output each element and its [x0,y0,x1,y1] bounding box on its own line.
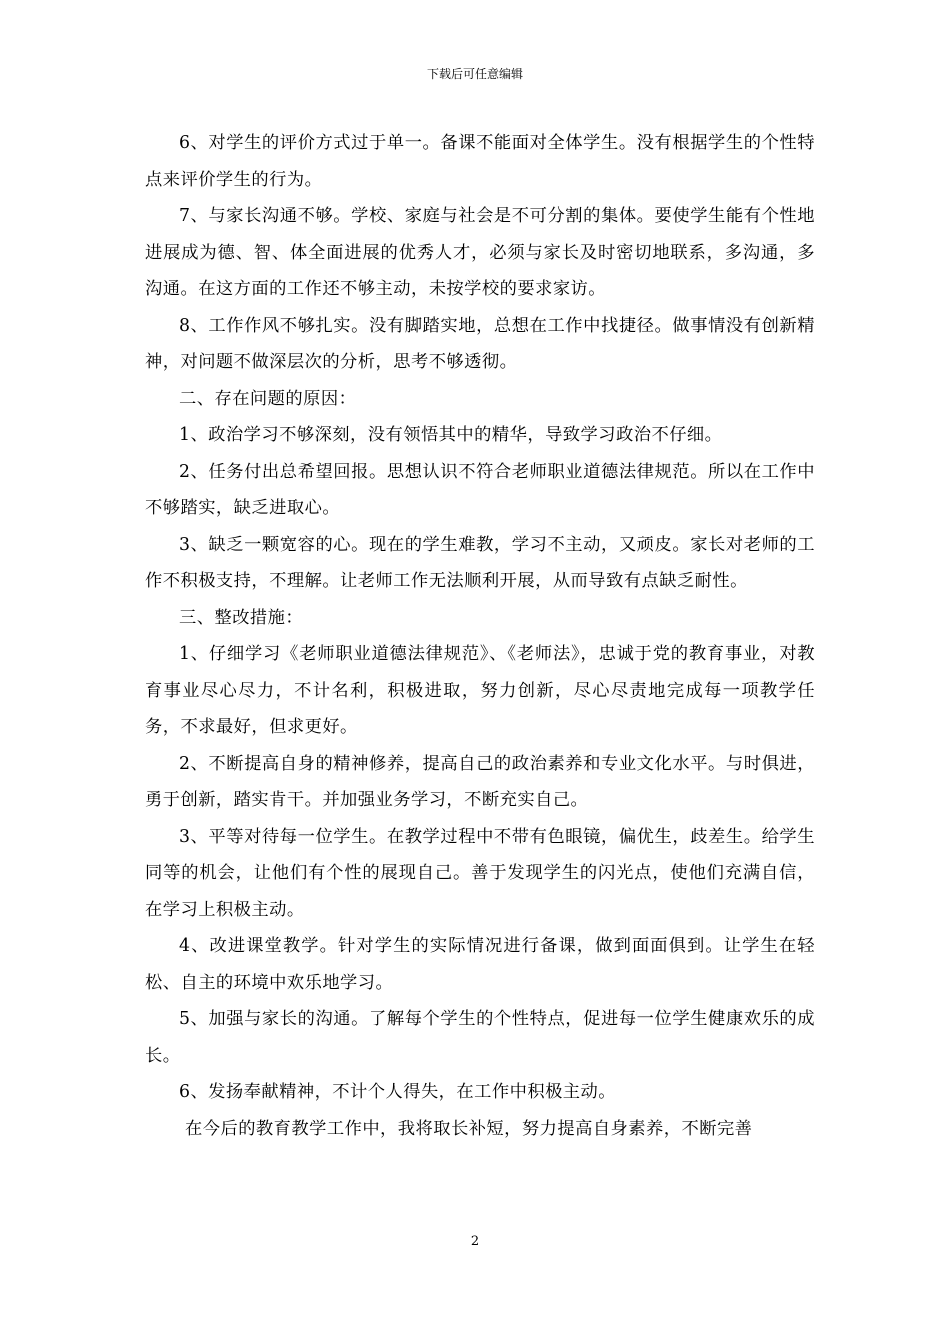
paragraph: 2、不断提高自身的精神修养，提高自己的政治素养和专业文化水平。与时俱进，勇于创新，踏实肯干。并加强业务学习，不断充实自己。 [145,753,815,810]
section-heading: 二、存在问题的原因： [179,388,357,409]
document-body [145,125,815,1147]
paragraph: 3、缺乏一颗宽容的心。现在的学生难教，学习不主动，又顽皮。家长对老师的工作不积极支持，不理解。让老师工作无法顺利开展，从而导致有点缺乏耐性。 [145,534,815,591]
paragraph: 6、对学生的评价方式过于单一。备课不能面对全体学生。没有根据学生的个性特点来评价学生的行为。 [145,133,815,190]
page-number: 2 [470,1234,480,1249]
page-header: 下载后可任意编辑 [426,67,523,81]
section-heading: 三、整改措施： [179,607,304,628]
paragraph: 3、平等对待每一位学生。在教学过程中不带有色眼镜，偏优生，歧差生。给学生同等的机会，让他们有个性的展现自己。善于发现学生的闪光点，使他们充满自信，在学习上积极主动。 [145,826,815,920]
paragraph: 4、改进课堂教学。针对学生的实际情况进行备课，做到面面俱到。让学生在轻松、自主的环境中欢乐地学习。 [145,936,815,993]
paragraph: 7、与家长沟通不够。学校、家庭与社会是不可分割的集体。要使学生能有个性地进展成为德、智、体全面进展的优秀人才，必须与家长及时密切地联系，多沟通，多沟通。在这方面的工作还不够主动，未按学校的要求家访。 [145,206,815,299]
paragraph: 在今后的教育教学工作中，我将取长补短，努力提高自身素养，不断完善 [185,1118,753,1139]
paragraph: 2、任务付出总希望回报。思想认识不符合老师职业道德法律规范。所以在工作中不够踏实，缺乏进取心。 [145,461,815,518]
paragraph: 1、仔细学习《老师职业道德法律规范》、《老师法》，忠诚于党的教育事业，对教育事业尽心尽力，不计名利，积极进取，努力创新，尽心尽责地完成每一项教学任务，不求最好，但求更好。 [145,644,815,737]
paragraph: 1、政治学习不够深刻，没有领悟其中的精华，导致学习政治不仔细。 [179,425,723,445]
paragraph: 8、工作作风不够扎实。没有脚踏实地，总想在工作中找捷径。做事情没有创新精神，对问题不做深层次的分析，思考不够透彻。 [145,315,815,372]
paragraph: 6、发扬奉献精神，不计个人得失，在工作中积极主动。 [179,1082,616,1102]
paragraph: 5、加强与家长的沟通。了解每个学生的个性特点，促进每一位学生健康欢乐的成长。 [145,1009,815,1066]
